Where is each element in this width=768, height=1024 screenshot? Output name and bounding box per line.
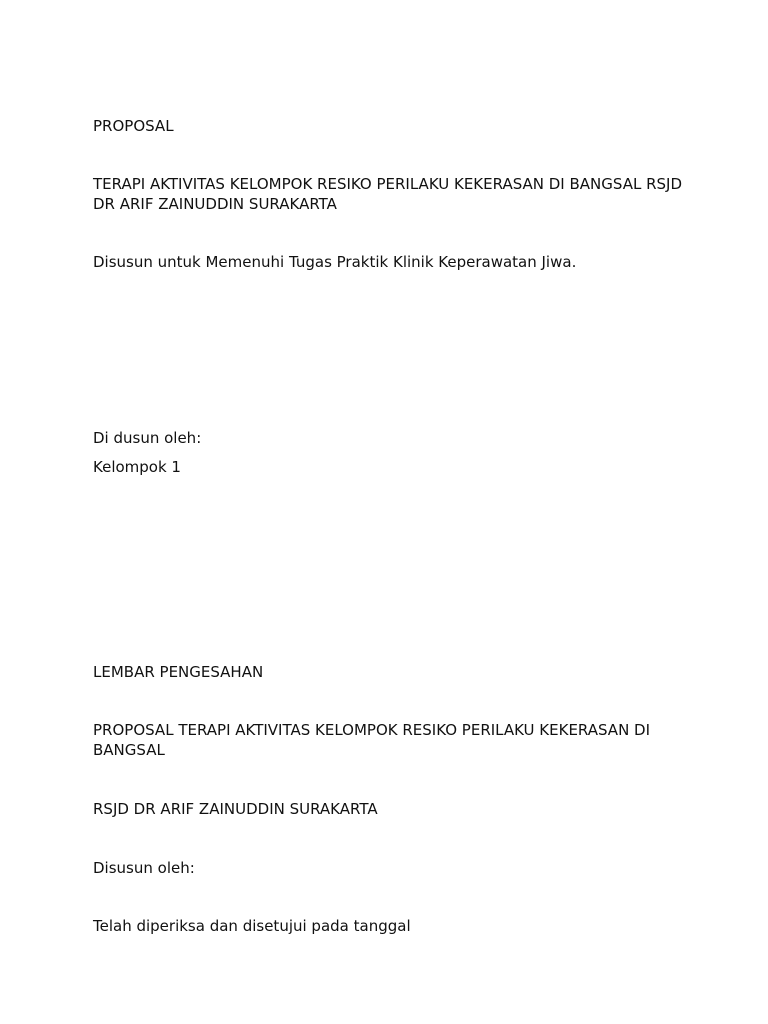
approved-date-label: Telah diperiksa dan disetujui pada tanggal bbox=[93, 917, 411, 935]
authored-by-label: Di dusun oleh: bbox=[93, 429, 202, 447]
purpose-text: Disusun untuk Memenuhi Tugas Praktik Klinik Keperawatan Jiwa. bbox=[93, 253, 577, 271]
prepared-by-label: Disusun oleh: bbox=[93, 859, 195, 877]
proposal-label: PROPOSAL bbox=[93, 117, 174, 135]
approval-title: PROPOSAL TERAPI AKTIVITAS KELOMPOK RESIKO PERILAKU KEKERASAN DI BANGSAL bbox=[93, 721, 651, 759]
approval-heading: LEMBAR PENGESAHAN bbox=[93, 663, 264, 681]
group-name: Kelompok 1 bbox=[93, 458, 181, 476]
institution-name: RSJD DR ARIF ZAINUDDIN SURAKARTA bbox=[93, 800, 378, 818]
document-title: TERAPI AKTIVITAS KELOMPOK RESIKO PERILAKU KEKERASAN DI BANGSAL RSJD DR ARIF ZAINUDDIN SURAKARTA bbox=[93, 175, 682, 213]
